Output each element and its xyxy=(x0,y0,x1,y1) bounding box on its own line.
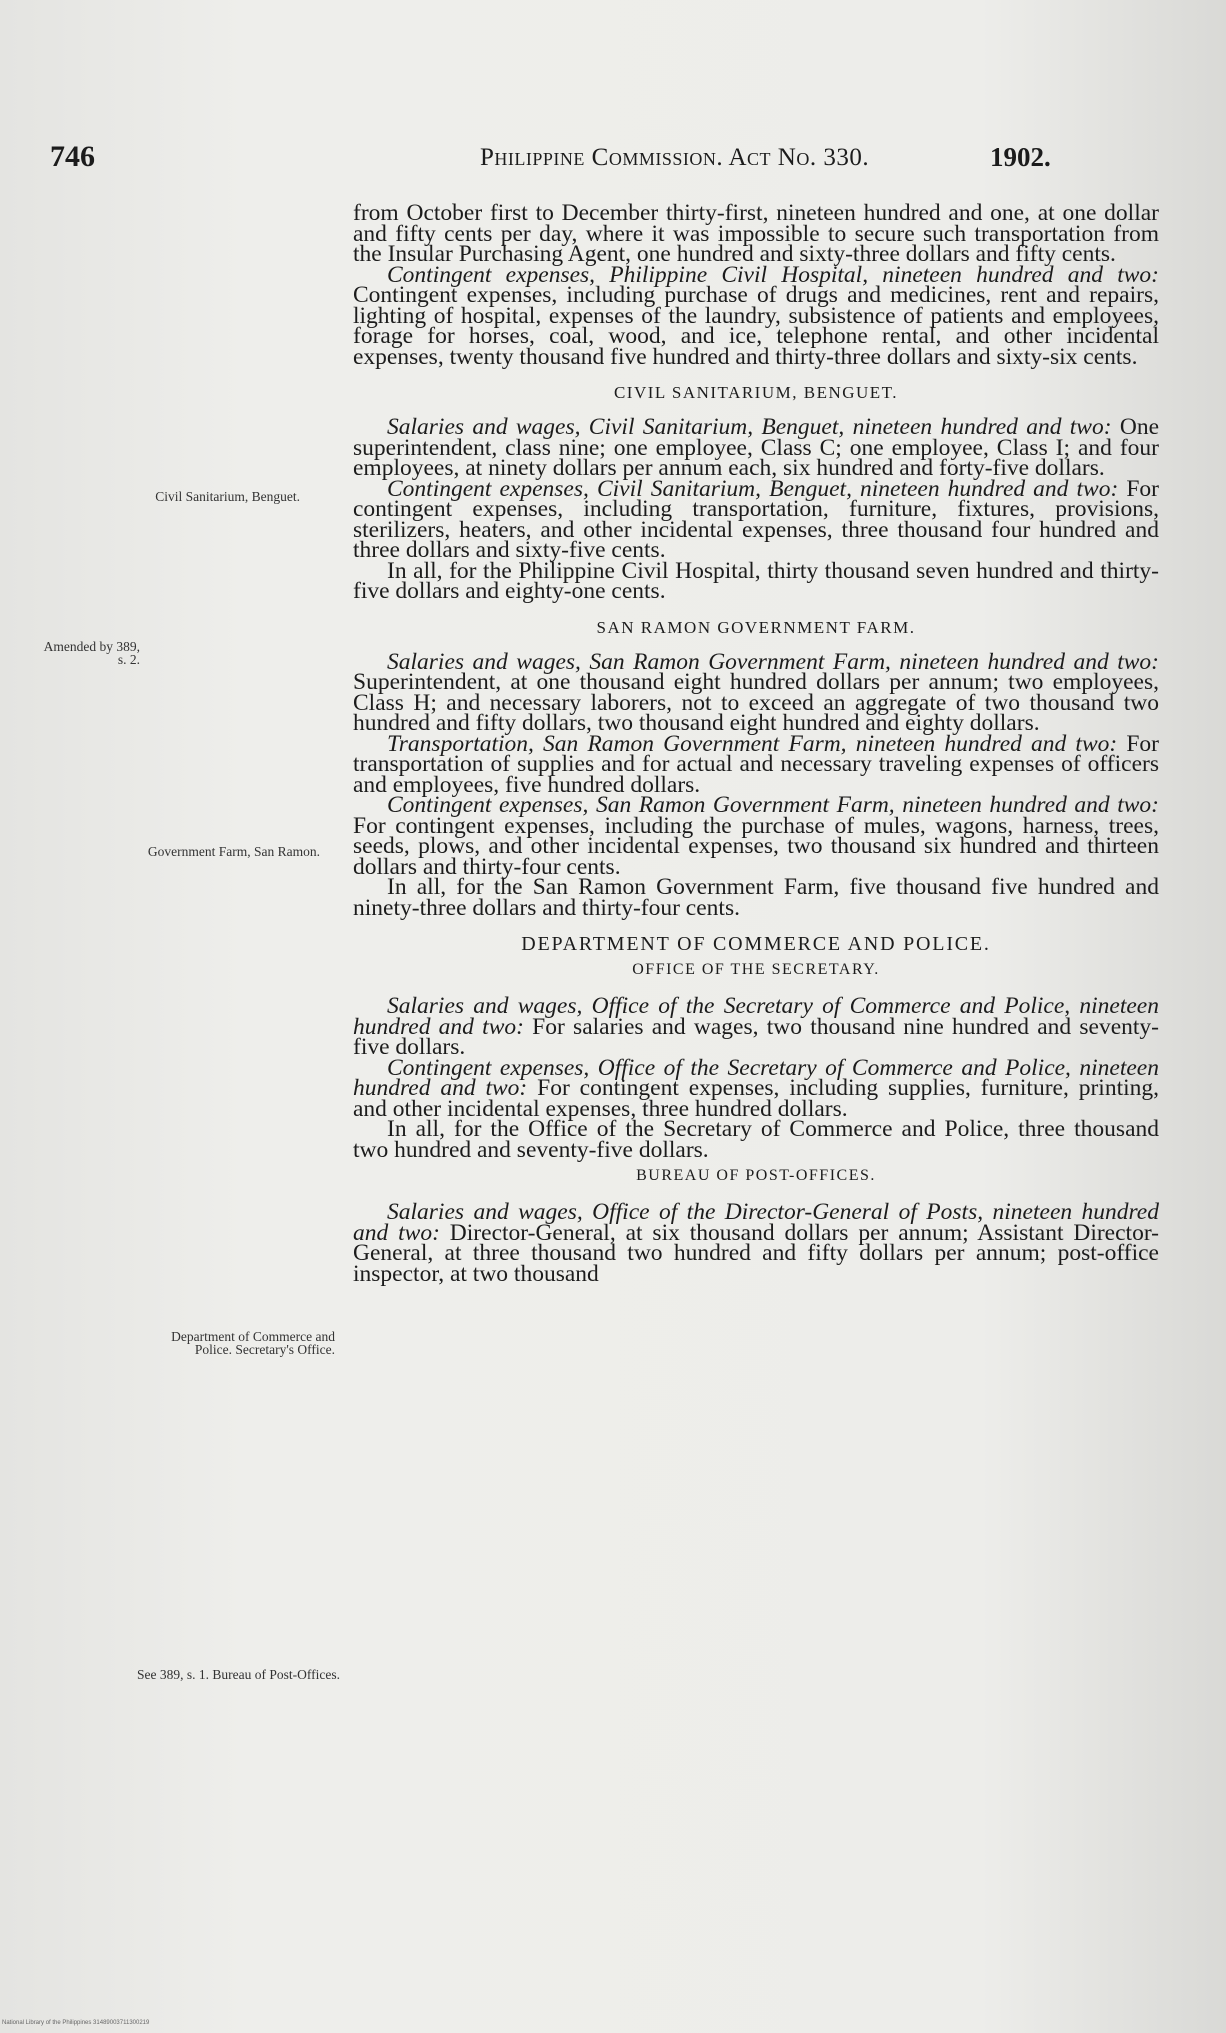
paragraph xyxy=(353,414,1159,481)
section-heading: SAN RAMON GOVERNMENT FARM. xyxy=(596,617,916,637)
paragraph-body: For contingent expenses, including transportation, furniture, fixtures, provisions, sterilizers, heaters, and other incidental expenses, three thousand four hundred and three dollars and sixty-five cents. xyxy=(353,475,1159,563)
running-head: Philippine Commission. Act No. 330. xyxy=(480,144,870,171)
margin-note-civil-sanitarium: Civil Sanitarium, Benguet. xyxy=(155,489,300,504)
paragraph xyxy=(353,1199,1160,1287)
paragraph-body: Director-General, at six thousand dollars per annum; Assistant Director-General, at three thousand two hundred and fifty dollars per annum; post-office inspector, at two thousand xyxy=(353,1219,1160,1287)
margin-note-commerce-police: Department of Commerce and Police. Secretary's Office. xyxy=(171,1329,335,1357)
paragraph-lead: Contingent expenses, Philippine Civil Hospital, nineteen hundred and two: xyxy=(387,261,1159,288)
paragraph-body: For salaries and wages, two thousand nine hundred and seventy-five dollars. xyxy=(353,1013,1159,1060)
paragraph xyxy=(353,730,1159,798)
paragraph xyxy=(353,1054,1159,1122)
running-head-year: 1902. xyxy=(990,142,1051,172)
margin-note-amended: Amended by 389, s. 2. xyxy=(43,639,140,667)
paragraph: In all, for the San Ramon Government Farm, five thousand five hundred and ninety-three dollars and thirty-four cents. xyxy=(353,874,1159,921)
page-number: 746 xyxy=(50,140,95,173)
paragraph-body: Contingent expenses, including purchase of drugs and medicines, rent and repairs, lighting of hospital, expenses of the laundry, subsistence of patients and employees, forage for horses, coal, wood, and ice, telephone rental, and other incidental expenses, twenty thousand five hundred and thirty-three dollars and sixty-six cents. xyxy=(353,282,1159,370)
page-header xyxy=(0,140,1226,180)
margin-note-government-farm: Government Farm, San Ramon. xyxy=(147,844,320,859)
paragraph-body: For transportation of supplies and for actual and necessary traveling expenses of officers and employees, five hundred dollars. xyxy=(353,730,1159,798)
paragraph: from October first to December thirty-first, nineteen hundred and one, at one dollar and fifty cents per day, where it was impossible to secure such transportation from the Insular Purchasing Agent, one hundred and sixty-three dollars and fifty cents. xyxy=(353,200,1159,267)
paragraph-lead: Transportation, San Ramon Government Farm, nineteen hundred and two: xyxy=(387,730,1118,757)
paragraph-body: For contingent expenses, including the purchase of mules, wagons, harness, trees, seeds, plows, and other incidental expenses, two thousand six hundred and thirteen dollars and thirty-four cents. xyxy=(353,812,1159,880)
paragraph-lead: Salaries and wages, Office of the Director-General of Posts, nineteen hundred and two: xyxy=(353,1199,1159,1246)
paragraph-body: For contingent expenses, including supplies, furniture, printing, and other incidental expenses, three hundred dollars. xyxy=(353,1075,1159,1122)
paragraph xyxy=(353,261,1159,370)
section-heading: BUREAU OF POST-OFFICES. xyxy=(636,1167,876,1184)
margin-note-post-offices: See 389, s. 1. Bureau of Post-Offices. xyxy=(137,1667,340,1682)
paragraph-lead: Salaries and wages, Civil Sanitarium, Benguet, nineteen hundred and two: xyxy=(387,414,1112,440)
paragraph-lead: Contingent expenses, San Ramon Government Farm, nineteen hundred and two: xyxy=(387,792,1159,818)
paragraph: In all, for the Office of the Secretary of Commerce and Police, three thousand two hundred and seventy-five dollars. xyxy=(353,1116,1159,1163)
paragraph xyxy=(353,993,1159,1060)
paragraph-lead: Salaries and wages, Office of the Secretary of Commerce and Police, nineteen hundred and two: xyxy=(353,993,1159,1040)
subsection-heading: OFFICE OF THE SECRETARY. xyxy=(632,961,880,978)
paragraph xyxy=(353,648,1159,736)
paragraph-lead: Contingent expenses, Office of the Secretary of Commerce and Police, nineteen hundred and two: xyxy=(353,1054,1159,1101)
section-heading: DEPARTMENT OF COMMERCE AND POLICE. xyxy=(521,933,991,955)
body-text xyxy=(353,200,1160,1287)
paragraph-body: Superintendent, at one thousand eight hundred dollars per annum; two employees, Class H; and necessary laborers, not to exceed an aggregate of two thousand two hundred and fifty dollars, two thousand eight hundred and eighty dollars. xyxy=(353,669,1159,736)
paragraph-lead: Salaries and wages, San Ramon Government Farm, nineteen hundred and two: xyxy=(387,648,1159,675)
paragraph-body: One superintendent, class nine; one employee, Class C; one employee, Class I; and four employees, at ninety dollars per annum each, six hundred and forty-five dollars. xyxy=(353,414,1159,481)
paragraph xyxy=(353,475,1159,563)
paragraph: In all, for the Philippine Civil Hospital, thirty thousand seven hundred and thirty-five dollars and eighty-one cents. xyxy=(353,557,1159,604)
paragraph-lead: Contingent expenses, Civil Sanitarium, Benguet, nineteen hundred and two: xyxy=(387,475,1119,502)
paragraph xyxy=(353,792,1159,880)
scan-footer: National Library of the Philippines 31489003711300219 xyxy=(2,2020,150,2026)
section-heading: CIVIL SANITARIUM, BENGUET. xyxy=(613,383,899,402)
